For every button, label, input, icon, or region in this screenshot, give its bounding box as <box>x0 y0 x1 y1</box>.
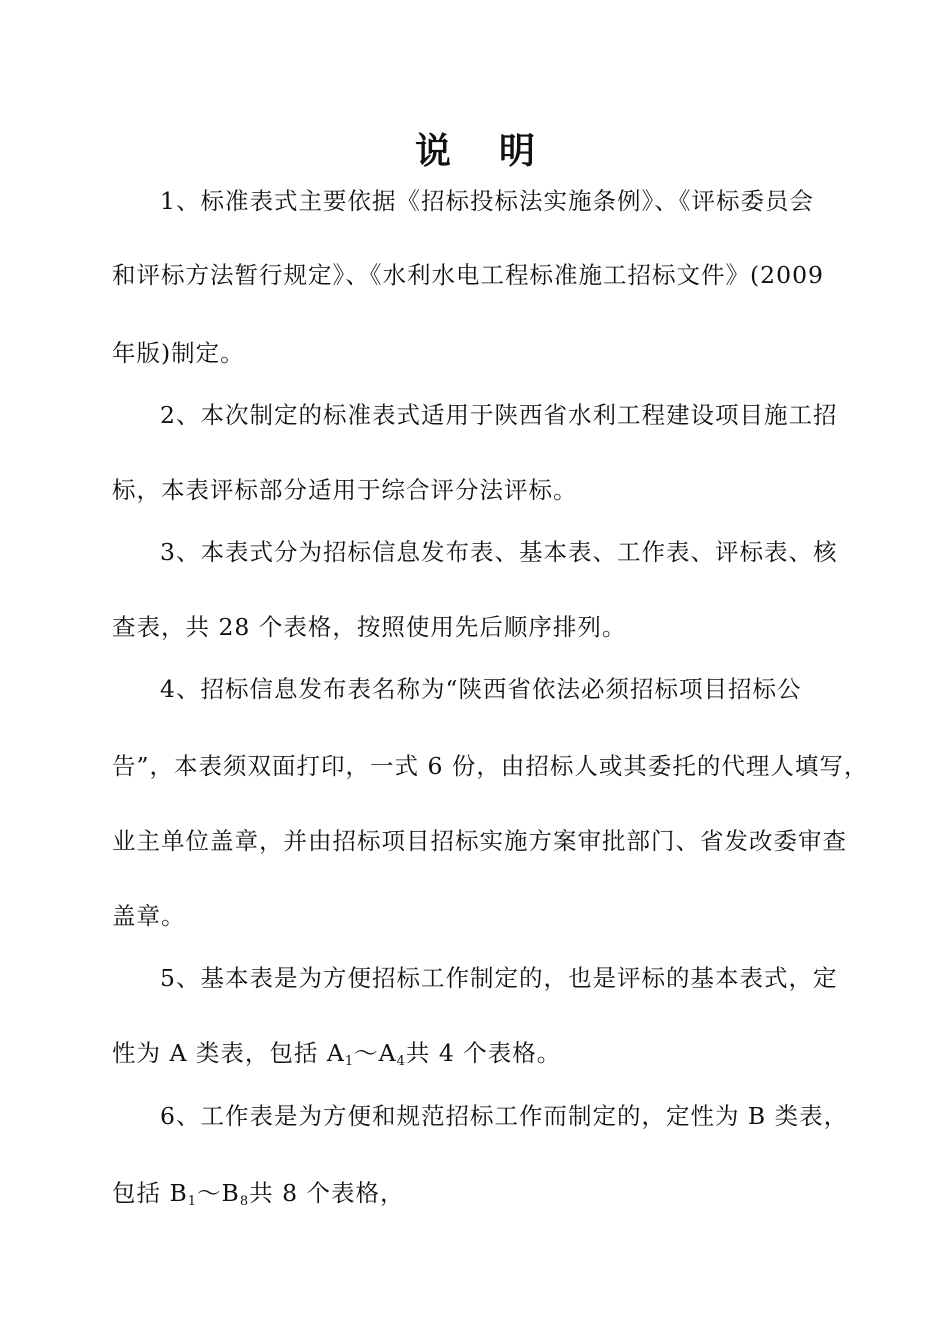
paragraph-5-line-1: 5、基本表是为方便招标工作制定的，也是评标的基本表式，定 <box>160 964 838 992</box>
paragraph-1-line-3: 年版)制定。 <box>112 339 245 367</box>
paragraph-6-line-1: 6、工作表是为方便和规范招标工作而制定的，定性为 B 类表， <box>160 1102 849 1130</box>
paragraph-4-line-2: 告”，本表须双面打印，一式 6 份，由招标人或其委托的代理人填写， <box>112 752 869 780</box>
paragraph-1-line-1: 1、标准表式主要依据《招标投标法实施条例》、《评标委员会 <box>160 187 814 215</box>
text-run: 共 8 个表格， <box>249 1179 405 1207</box>
paragraph-4-line-3: 业主单位盖章，并由招标项目招标实施方案审批部门、省发改委审查 <box>112 827 847 855</box>
text-run: 包括 B <box>112 1179 188 1207</box>
paragraph-2-line-1: 2、本次制定的标准表式适用于陕西省水利工程建设项目施工招 <box>160 401 838 429</box>
paragraph-5-line-2 <box>112 1037 842 1069</box>
paragraph-6-line-2 <box>112 1177 842 1209</box>
text-run: ～A <box>354 1039 397 1067</box>
page-title: 说明 <box>414 131 583 172</box>
paragraph-4-line-4: 盖章。 <box>112 902 186 930</box>
subscript: 1 <box>344 1054 355 1069</box>
subscript: 4 <box>396 1054 406 1069</box>
subscript: 1 <box>187 1194 198 1209</box>
text-run: 共 4 个表格。 <box>405 1039 562 1067</box>
paragraph-4-line-1: 4、招标信息发布表名称为“陕西省依法必须招标项目招标公 <box>160 675 802 703</box>
paragraph-3-line-2: 查表，共 28 个表格，按照使用先后顺序排列。 <box>112 613 627 641</box>
paragraph-1-line-2: 和评标方法暂行规定》、《水利水电工程标准施工招标文件》(2009 <box>112 261 824 289</box>
text-run: 性为 A 类表，包括 A <box>112 1039 345 1067</box>
paragraph-3-line-1: 3、本表式分为招标信息发布表、基本表、工作表、评标表、核 <box>160 538 838 566</box>
text-run: ～B <box>197 1179 240 1207</box>
subscript: 8 <box>239 1194 250 1209</box>
paragraph-2-line-2: 标，本表评标部分适用于综合评分法评标。 <box>112 476 578 504</box>
